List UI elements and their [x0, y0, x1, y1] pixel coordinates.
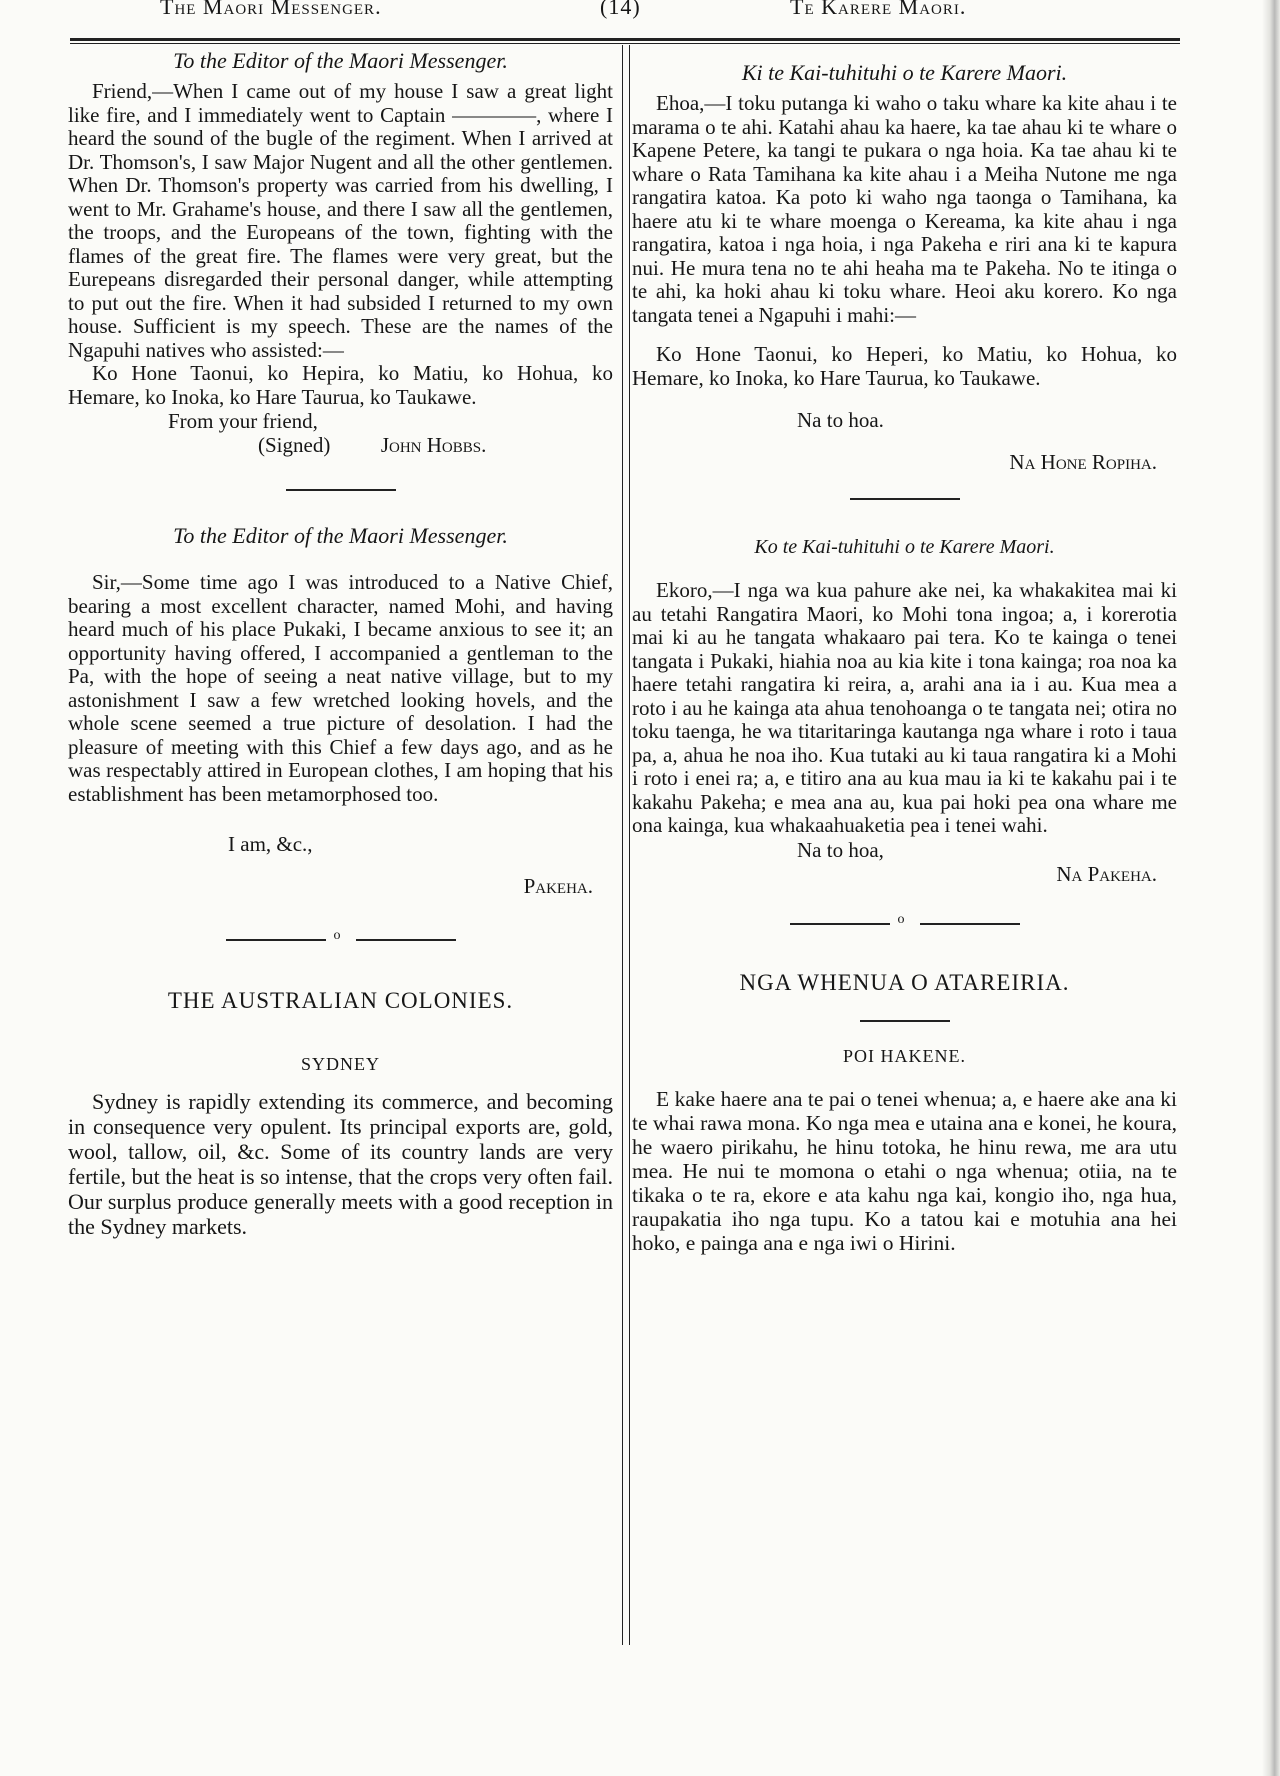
- maori-letter2-heading: Ko te Kai-tuhituhi o te Karere Maori.: [754, 536, 1055, 558]
- header-english-title: The Maori Messenger.: [160, 0, 382, 19]
- poi-hakene-body: E kake haere ana te pai o tenei whenua; a, e haere ake ana ki te whai rawa mona. Ko nga mea e utaina ana e konei, he koura, he waero pirikahu, he hinu totoka, he hinu rewa, me ara utu mea. He nui te momona o etahi o nga whenua; otiia, na te tikaka o te ra, ekore e ata kahu nga kai, kongio iho, nga hua, raupakatia iho nga tupu. Ko a tatou kai e motuhia ana hei hoko, e painga ana e nga iwi o Hirini.: [632, 1086, 1177, 1255]
- signed-label: (Signed): [258, 433, 331, 457]
- letter2-heading: To the Editor of the Maori Messenger.: [173, 523, 508, 548]
- letter2-body: Sir,—Some time ago I was introduced to a Native Chief, bearing a most excellent character, named Mohi, and having heard much of his place Pukaki, I became anxious to see it; an opportunity having offered, I accompanied a gentleman to the Pa, with the hope of seeing a neat native village, but to my astonishment I saw a few wretched looking hovels, and the whole scene seemed a true picture of desolation. I had the pleasure of meeting with this Chief a few days ago, and as he was respectably attired in European clothes, I am hoping that his establishment has been metamorphosed too.: [68, 570, 613, 806]
- maori-letter1-names: Ko Hone Taonui, ko Heperi, ko Matiu, ko Hohua, ko Hemare, ko Inoka, ko Hare Taurua, ko Taukawe.: [632, 342, 1177, 390]
- maori-letter1-heading: Ki te Kai-tuhituhi o te Karere Maori.: [741, 60, 1068, 85]
- letter1-signature-line: [68, 433, 613, 457]
- page-edge-shadow: [1262, 0, 1280, 1776]
- maori-letter1-signature: Na Hone Ropiha.: [1009, 450, 1157, 474]
- page-number: (14): [600, 0, 641, 19]
- header-rule: [70, 38, 1180, 44]
- maori-column: [632, 60, 1177, 1255]
- page-header: [60, 0, 1180, 28]
- maori-letter1-closing: Na to hoa.: [797, 408, 884, 432]
- subsection-title-poi-hakene: POI HAKENE.: [843, 1045, 966, 1066]
- letter2-closing: I am, &c.,: [228, 832, 313, 856]
- column-divider: [622, 45, 630, 1645]
- maori-letter2-signature: Na Pakeha.: [1056, 861, 1157, 886]
- maori-letter1-body: Ehoa,—I toku putanga ki waho o taku whare ka kite ahau i te marama o te ahi. Katahi ahau ka haere, ka tae ahau ki te whare o Kapene Petere, ka tangi te pukara o nga hoia. Ka tae ahau ki te whare o Rata Tamihana ka kite ahau i a Meiha Nutone me nga rangatira katoa. Ka poto ki waho nga taonga o Tamihana, ka haere atu ki te whare moenga o Kereama, ka kite ahau i nga rangatira, katoa i nga hoia, i nga Pakeha e riri ana ki te kapura nui. He mura tena no te ahi heaha ma te Pakeha. No te itinga o te ahi, ka hoki ahau ki toku whare. Heoi aku korero. Ko nga tangata tenei a Ngapuhi i mahi:—: [632, 91, 1177, 327]
- section-title-nga-whenua: NGA WHENUA O ATAREIRIA.: [739, 969, 1070, 995]
- maori-letter2-body: Ekoro,—I nga wa kua pahure ake nei, ka whakakitea mai ki au tetahi Rangatira Maori, ko Mohi tona ingoa; a, i korerotia mai ki au he tangata whakaaro pai tera. Ko te kainga o tenei tangata i Pukaki, hiahia noa au kia kite i tona kainga; roa noa ka haere tetahi rangatira ki reira, a, arahi ana ia i au. Kua mea a roto i au he kainga ata ahua tenohoanga o te tangata nei; otira no toku taenga, he wa titaritaringa kautanga nga whare i roto i taua pa, a, ahua he noa iho. Kua tutaki au ki taua rangatira ki a Mohi i roto i enei ra; a, e titiro ana au kua mau ia ki te kakahu pai i te kakahu Pakeha; e mea ana au, kua pai hoki pea ona whare me ona kainga, kua whakaahuaketia pea i tenei wahi.: [632, 578, 1177, 837]
- maori-letter2-closing: Na to hoa,: [797, 837, 884, 862]
- letter1-names: Ko Hone Taonui, ko Hepira, ko Matiu, ko Hohua, ko Hemare, ko Inoka, ko Hare Taurua, ko Taukawe.: [68, 361, 613, 409]
- header-maori-title: Te Karere Maori.: [790, 0, 967, 19]
- subsection-title-sydney: SYDNEY: [300, 1054, 380, 1074]
- english-column: [68, 48, 613, 1239]
- signature-john-hobbs: John Hobbs.: [380, 433, 487, 457]
- letter1-closing: From your friend,: [168, 409, 318, 433]
- letter1-body: Friend,—When I came out of my house I saw a great light like fire, and I immediately went to Captain ————, where I heard the sound of the bugle of the regiment. When I arrived at Dr. Thomson's, I saw Major Nugent and all the other gentlemen. When Dr. Thomson's property was carried from his dwelling, I went to Mr. Grahame's house, and there I saw all the gentlemen, the troops, and the Europeans of the town, fighting with the flames of the great fire. The flames were very great, but the Eurepeans disregarded their personal danger, while attempting to put out the fire. When it had subsided I returned to my own house. Sufficient is my speech. These are the names of the Ngapuhi natives who assisted:—: [68, 79, 613, 362]
- maori-ornament-divider: o: [790, 916, 1020, 932]
- letter2-signature: Pakeha.: [523, 874, 593, 898]
- sydney-body: Sydney is rapidly extending its commerce, and becoming in consequence very opulent. Its principal exports are, gold, wool, tallow, oil, &c. Some of its country lands are very fertile, but the heat is so intense, that the crops very often fail. Our surplus produce generally meets with a good reception in the Sydney markets.: [68, 1089, 613, 1239]
- ornament-divider: o: [226, 932, 456, 948]
- section-title-australian-colonies: THE AUSTRALIAN COLONIES.: [167, 988, 514, 1013]
- letter1-heading: To the Editor of the Maori Messenger.: [173, 48, 508, 73]
